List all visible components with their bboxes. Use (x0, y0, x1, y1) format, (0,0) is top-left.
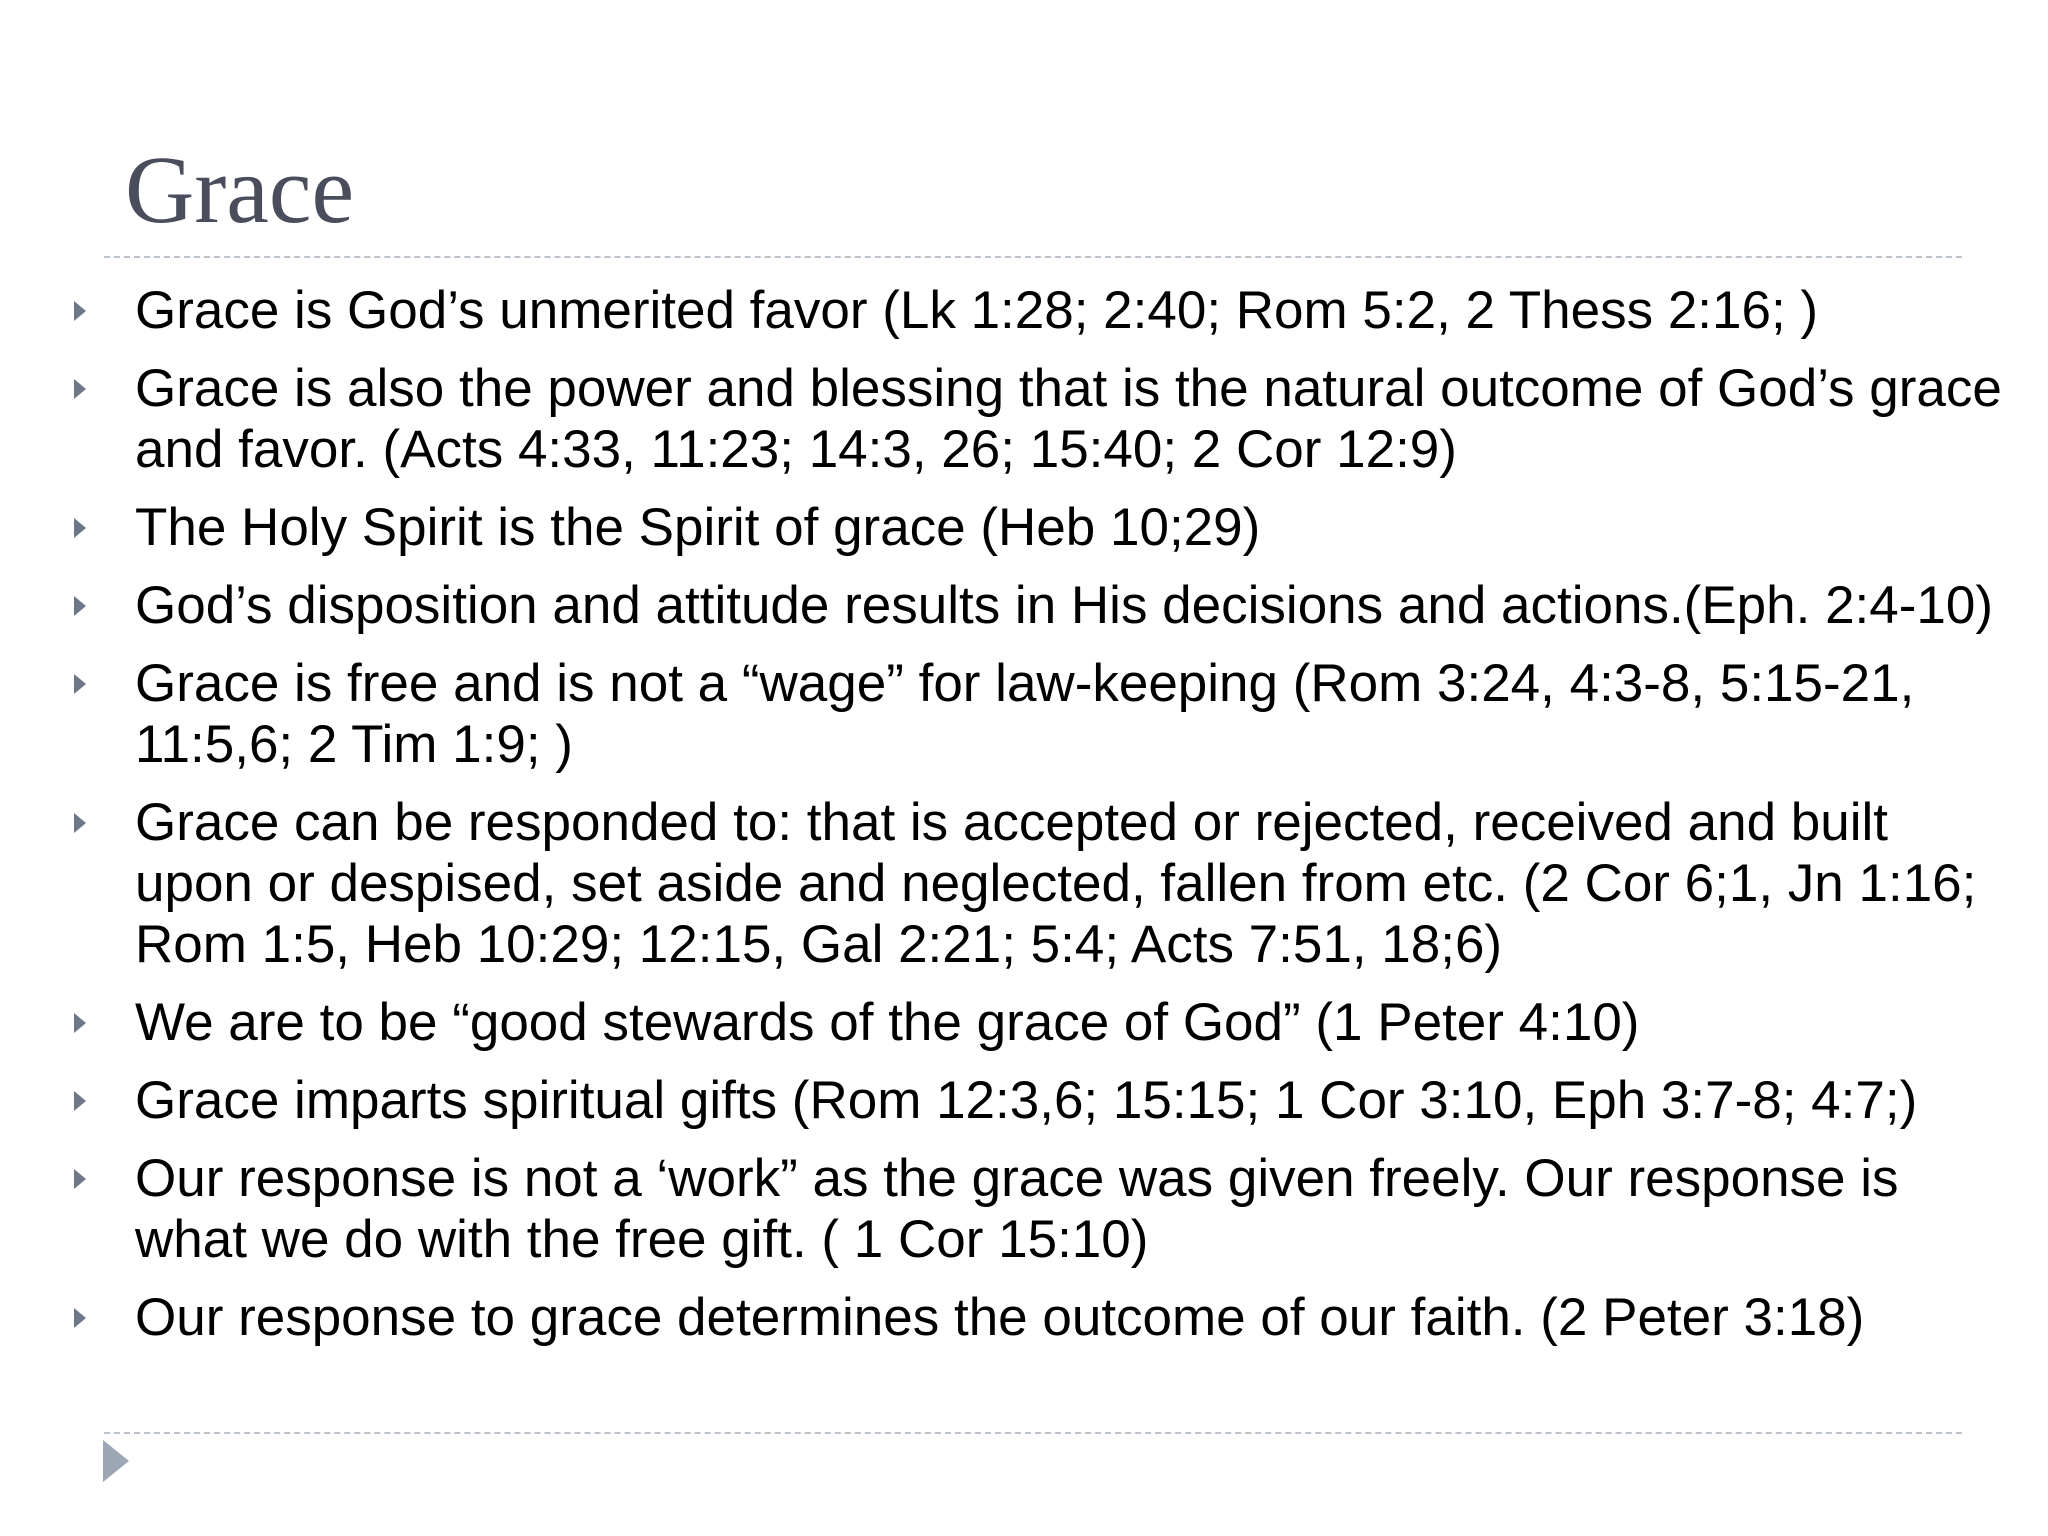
bullet-item (0, 358, 2048, 480)
bullet-text: Our response is not a ‘work” as the grace was given freely. Our response is what we do with the free gift. ( 1 Cor 15:10) (135, 1149, 1899, 1269)
footer-divider (104, 1432, 1962, 1434)
triangle-bullet-icon (74, 813, 86, 833)
triangle-bullet-icon (74, 379, 86, 399)
bullet-text: The Holy Spirit is the Spirit of grace (Heb 10;29) (135, 498, 1261, 557)
bullet-item (0, 280, 2048, 341)
bullet-item (0, 1287, 2048, 1348)
triangle-bullet-icon (74, 1013, 86, 1033)
triangle-bullet-icon (74, 1308, 86, 1328)
next-slide-arrow-icon[interactable] (103, 1440, 129, 1482)
bullet-text: Grace is free and is not a “wage” for law-keeping (Rom 3:24, 4:3-8, 5:15-21, 11:5,6; 2 Tim 1:9; ) (135, 654, 1915, 774)
title-divider (104, 256, 1962, 258)
triangle-bullet-icon (74, 596, 86, 616)
bullet-text: Grace is God’s unmerited favor (Lk 1:28; 2:40; Rom 5:2, 2 Thess 2:16; ) (135, 281, 1819, 340)
bullet-text: Grace can be responded to: that is accepted or rejected, received and built upon or despised, set aside and neglected, fallen from etc. (2 Cor 6;1, Jn 1:16; Rom 1:5, Heb 10:29; 12:15, Gal 2:21; 5:4; Acts 7:51, 18;6) (135, 793, 1977, 974)
bullet-text: Grace imparts spiritual gifts (Rom 12:3,6; 15:15; 1 Cor 3:10, Eph 3:7-8; 4:7;) (135, 1071, 1918, 1130)
bullet-list (0, 280, 2048, 1348)
bullet-item (0, 792, 2048, 975)
bullet-text: Our response to grace determines the outcome of our faith. (2 Peter 3:18) (135, 1288, 1865, 1347)
bullet-item (0, 1070, 2048, 1131)
bullet-text: God’s disposition and attitude results in His decisions and actions.(Eph. 2:4-10) (135, 576, 1994, 635)
bullet-item (0, 992, 2048, 1053)
triangle-bullet-icon (74, 1091, 86, 1111)
bullet-text: We are to be “good stewards of the grace of God” (1 Peter 4:10) (135, 993, 1640, 1052)
triangle-bullet-icon (74, 518, 86, 538)
bullet-text: Grace is also the power and blessing that is the natural outcome of God’s grace and favor. (Acts 4:33, 11:23; 14:3, 26; 15:40; 2 Cor 12:9) (135, 359, 2002, 479)
bullet-item (0, 497, 2048, 558)
bullet-item (0, 575, 2048, 636)
triangle-bullet-icon (74, 301, 86, 321)
triangle-bullet-icon (74, 674, 86, 694)
slide-title: Grace (125, 136, 355, 243)
triangle-bullet-icon (74, 1169, 86, 1189)
bullet-item (0, 1148, 2048, 1270)
bullet-item (0, 653, 2048, 775)
